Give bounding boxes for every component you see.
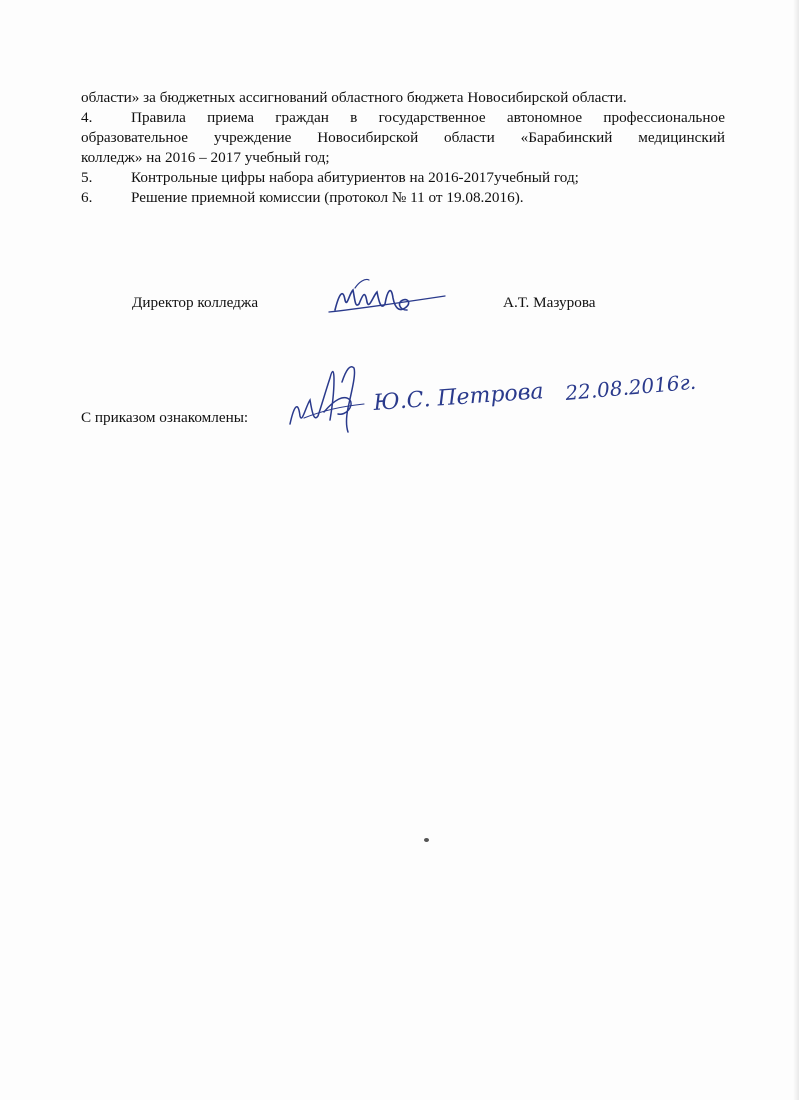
list-item-line: Решение приемной комиссии (протокол № 11 от 19.08.2016). bbox=[131, 189, 524, 206]
list-item-line: Правила приема граждан в государственное автономное профессиональное bbox=[131, 109, 725, 126]
list-item-line: колледж» на 2016 – 2017 учебный год; bbox=[81, 149, 330, 166]
document-body bbox=[81, 88, 725, 208]
acknowledgement-handwriting bbox=[284, 360, 714, 440]
acknowledgement-label: С приказом ознакомлены: bbox=[81, 409, 249, 426]
list-item-6 bbox=[81, 188, 725, 208]
list-item-number: 4. bbox=[81, 109, 93, 126]
page-edge-shadow bbox=[793, 0, 799, 1100]
scan-speck bbox=[424, 838, 429, 842]
list-item-4 bbox=[81, 108, 725, 168]
list-item-number: 6. bbox=[81, 189, 93, 206]
handwritten-signature-icon bbox=[290, 367, 364, 432]
director-name: А.Т. Мазурова bbox=[503, 294, 596, 311]
handwritten-name: Ю.С. Петрова bbox=[372, 379, 545, 416]
director-label: Директор колледжа bbox=[132, 294, 259, 311]
list-item-line: Контрольные цифры набора абитуриентов на 2016-2017учебный год; bbox=[131, 169, 579, 186]
continuation-line: области» за бюджетных ассигнований областного бюджета Новосибирской области. bbox=[81, 89, 627, 106]
list-item-5 bbox=[81, 168, 725, 188]
list-item-number: 5. bbox=[81, 169, 93, 186]
handwritten-date: 22.08.2016г. bbox=[564, 369, 697, 405]
list-item-line: образовательное учреждение Новосибирской области «Барабинский медицинский bbox=[81, 129, 725, 146]
director-signature-icon bbox=[325, 274, 450, 322]
